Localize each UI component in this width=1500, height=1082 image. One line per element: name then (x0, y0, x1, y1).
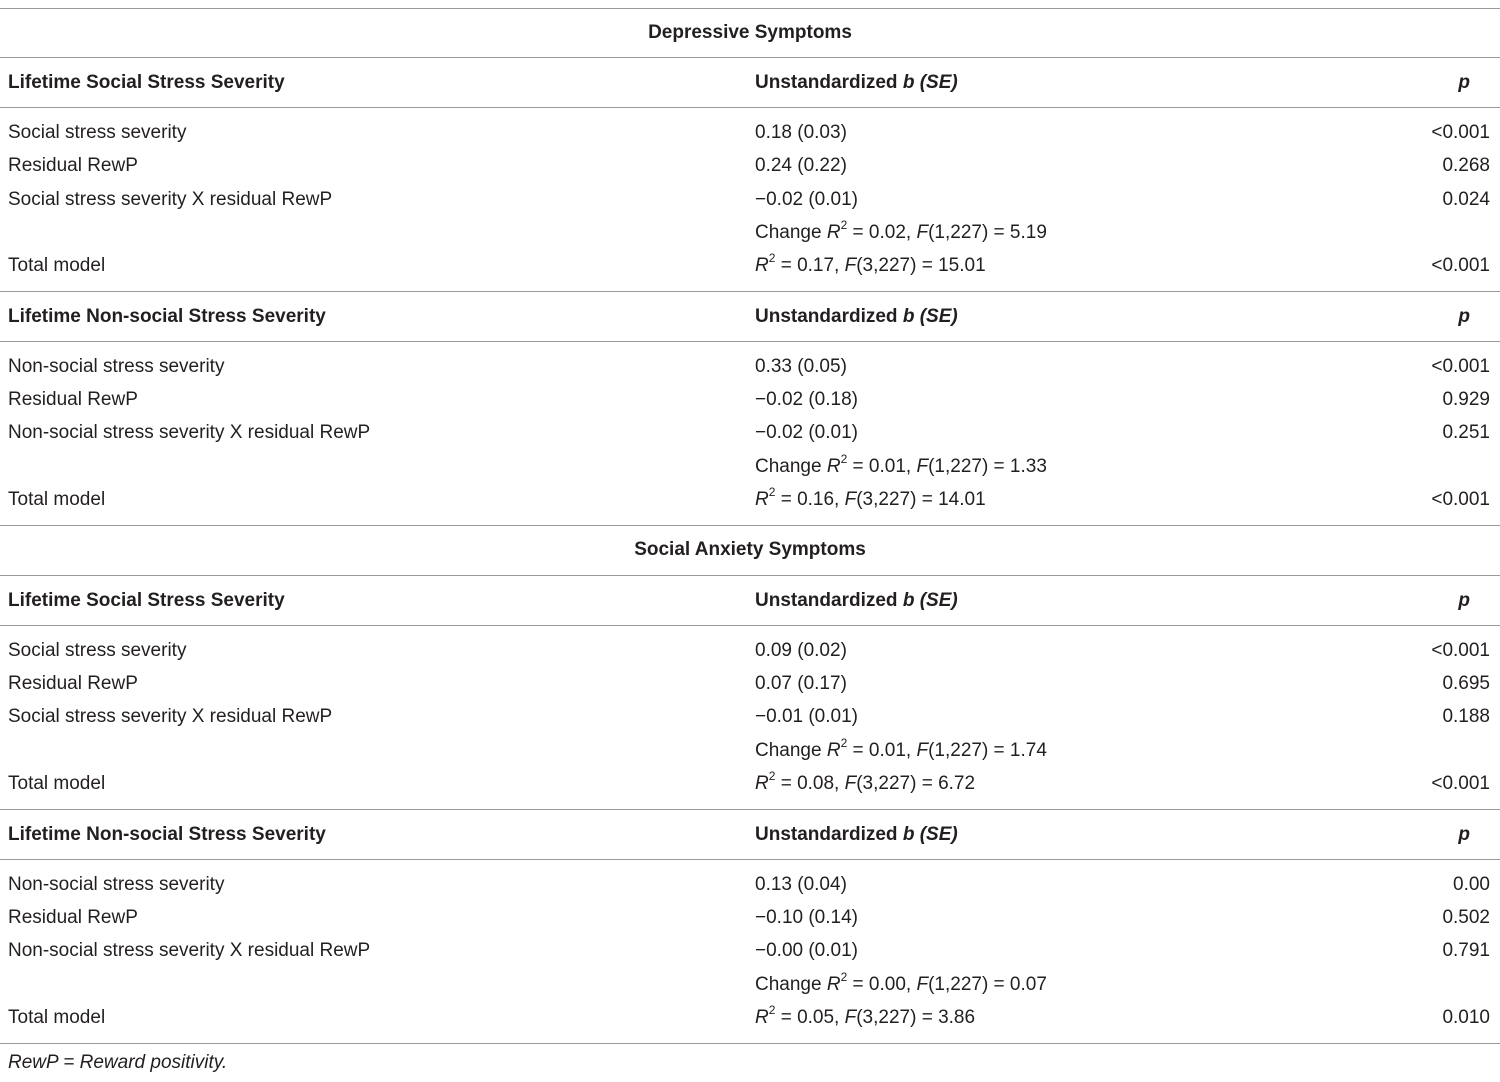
block-header-row (0, 66, 1500, 100)
p-header: p (1458, 72, 1470, 93)
predictor-header: Lifetime Non-social Stress Severity (8, 306, 326, 327)
row-p: <0.001 (1431, 122, 1490, 143)
row-label: Non-social stress severity X residual RewP (8, 422, 371, 443)
row-b: 0.24 (0.22) (755, 155, 847, 176)
row-b: −0.02 (0.01) (755, 189, 858, 210)
change-stat: Change $R^2 = 0.02$, F(1,227) = 5.19 (755, 217, 1047, 243)
row-b: −0.00 (0.01) (755, 940, 858, 961)
row-label: Total model (8, 255, 106, 276)
rule (0, 291, 1500, 292)
section-title: Depressive Symptoms (648, 22, 852, 43)
table-footnote: RewP = Reward positivity. (8, 1052, 228, 1073)
row-b: −0.01 (0.01) (755, 706, 858, 727)
row-label: Total model (8, 489, 106, 510)
effect-header: Unstandardized b (SE) (755, 824, 958, 845)
change-row (0, 450, 1500, 484)
row-label: Residual RewP (8, 389, 138, 410)
row-label: Residual RewP (8, 907, 138, 928)
row-p: <0.001 (1431, 255, 1490, 276)
row-p: 0.024 (1442, 189, 1490, 210)
rule (0, 525, 1500, 526)
row-label: Total model (8, 1007, 106, 1028)
row-b: 0.07 (0.17) (755, 673, 847, 694)
row-p: 0.695 (1442, 673, 1490, 694)
row-b: 0.33 (0.05) (755, 356, 847, 377)
table-row (0, 634, 1500, 668)
change-row (0, 216, 1500, 250)
total-stat: $R^2 = 0.08$, F(3,227) = 6.72 (755, 768, 976, 794)
block-header-row (0, 818, 1500, 852)
rule (0, 625, 1500, 626)
row-b: 0.18 (0.03) (755, 122, 847, 143)
predictor-header: Lifetime Social Stress Severity (8, 590, 285, 611)
row-p: <0.001 (1431, 773, 1490, 794)
change-stat: Change $R^2 = 0.01$, F(1,227) = 1.33 (755, 451, 1047, 477)
effect-header: Unstandardized b (SE) (755, 72, 958, 93)
rule (0, 341, 1500, 342)
total-row (0, 249, 1500, 283)
row-p: <0.001 (1431, 640, 1490, 661)
table-row (0, 901, 1500, 935)
row-label: Residual RewP (8, 673, 138, 694)
row-label: Social stress severity X residual RewP (8, 706, 333, 727)
row-b: −0.10 (0.14) (755, 907, 858, 928)
section-title-row (0, 533, 1500, 567)
row-p: 0.251 (1442, 422, 1490, 443)
p-header: p (1458, 824, 1470, 845)
row-label: Non-social stress severity X residual RewP (8, 940, 371, 961)
table-row (0, 116, 1500, 150)
block-header-row (0, 584, 1500, 618)
table-row (0, 934, 1500, 968)
row-b: 0.13 (0.04) (755, 874, 847, 895)
row-label: Total model (8, 773, 106, 794)
change-stat: Change $R^2 = 0.00$, F(1,227) = 0.07 (755, 969, 1047, 995)
total-stat: $R^2 = 0.05$, F(3,227) = 3.86 (755, 1002, 976, 1028)
table-row (0, 700, 1500, 734)
change-stat: Change $R^2 = 0.01$, F(1,227) = 1.74 (755, 735, 1047, 761)
row-p: 0.188 (1442, 706, 1490, 727)
change-row (0, 968, 1500, 1002)
row-p: <0.001 (1431, 356, 1490, 377)
effect-header: Unstandardized b (SE) (755, 306, 958, 327)
row-b: 0.09 (0.02) (755, 640, 847, 661)
block-header-row (0, 300, 1500, 334)
row-label: Non-social stress severity (8, 874, 225, 895)
total-row (0, 483, 1500, 517)
row-label: Social stress severity X residual RewP (8, 189, 333, 210)
predictor-header: Lifetime Non-social Stress Severity (8, 824, 326, 845)
rule (0, 859, 1500, 860)
row-label: Social stress severity (8, 640, 187, 661)
table-top-rule (0, 8, 1500, 9)
row-p: 0.502 (1442, 907, 1490, 928)
table-row (0, 183, 1500, 217)
effect-header: Unstandardized b (SE) (755, 590, 958, 611)
row-b: −0.02 (0.01) (755, 422, 858, 443)
row-p: 0.00 (1453, 874, 1490, 895)
total-row (0, 767, 1500, 801)
row-p: <0.001 (1431, 489, 1490, 510)
p-header: p (1458, 306, 1470, 327)
rule (0, 57, 1500, 58)
row-p: 0.929 (1442, 389, 1490, 410)
rule (0, 107, 1500, 108)
total-stat: $R^2 = 0.16$, F(3,227) = 14.01 (755, 484, 986, 510)
total-row (0, 1001, 1500, 1035)
table-row (0, 149, 1500, 183)
table-bottom-rule (0, 1043, 1500, 1044)
row-b: −0.02 (0.18) (755, 389, 858, 410)
table-row (0, 383, 1500, 417)
change-row (0, 734, 1500, 768)
table-row (0, 667, 1500, 701)
table-row (0, 416, 1500, 450)
row-label: Residual RewP (8, 155, 138, 176)
section-title-row (0, 16, 1500, 50)
row-p: 0.791 (1442, 940, 1490, 961)
section-title: Social Anxiety Symptoms (634, 539, 866, 560)
p-header: p (1458, 590, 1470, 611)
rule (0, 575, 1500, 576)
row-p: 0.010 (1442, 1007, 1490, 1028)
table-row (0, 350, 1500, 384)
row-label: Social stress severity (8, 122, 187, 143)
total-stat: $R^2 = 0.17$, F(3,227) = 15.01 (755, 250, 986, 276)
rule (0, 809, 1500, 810)
row-p: 0.268 (1442, 155, 1490, 176)
row-label: Non-social stress severity (8, 356, 225, 377)
predictor-header: Lifetime Social Stress Severity (8, 72, 285, 93)
table-row (0, 868, 1500, 902)
